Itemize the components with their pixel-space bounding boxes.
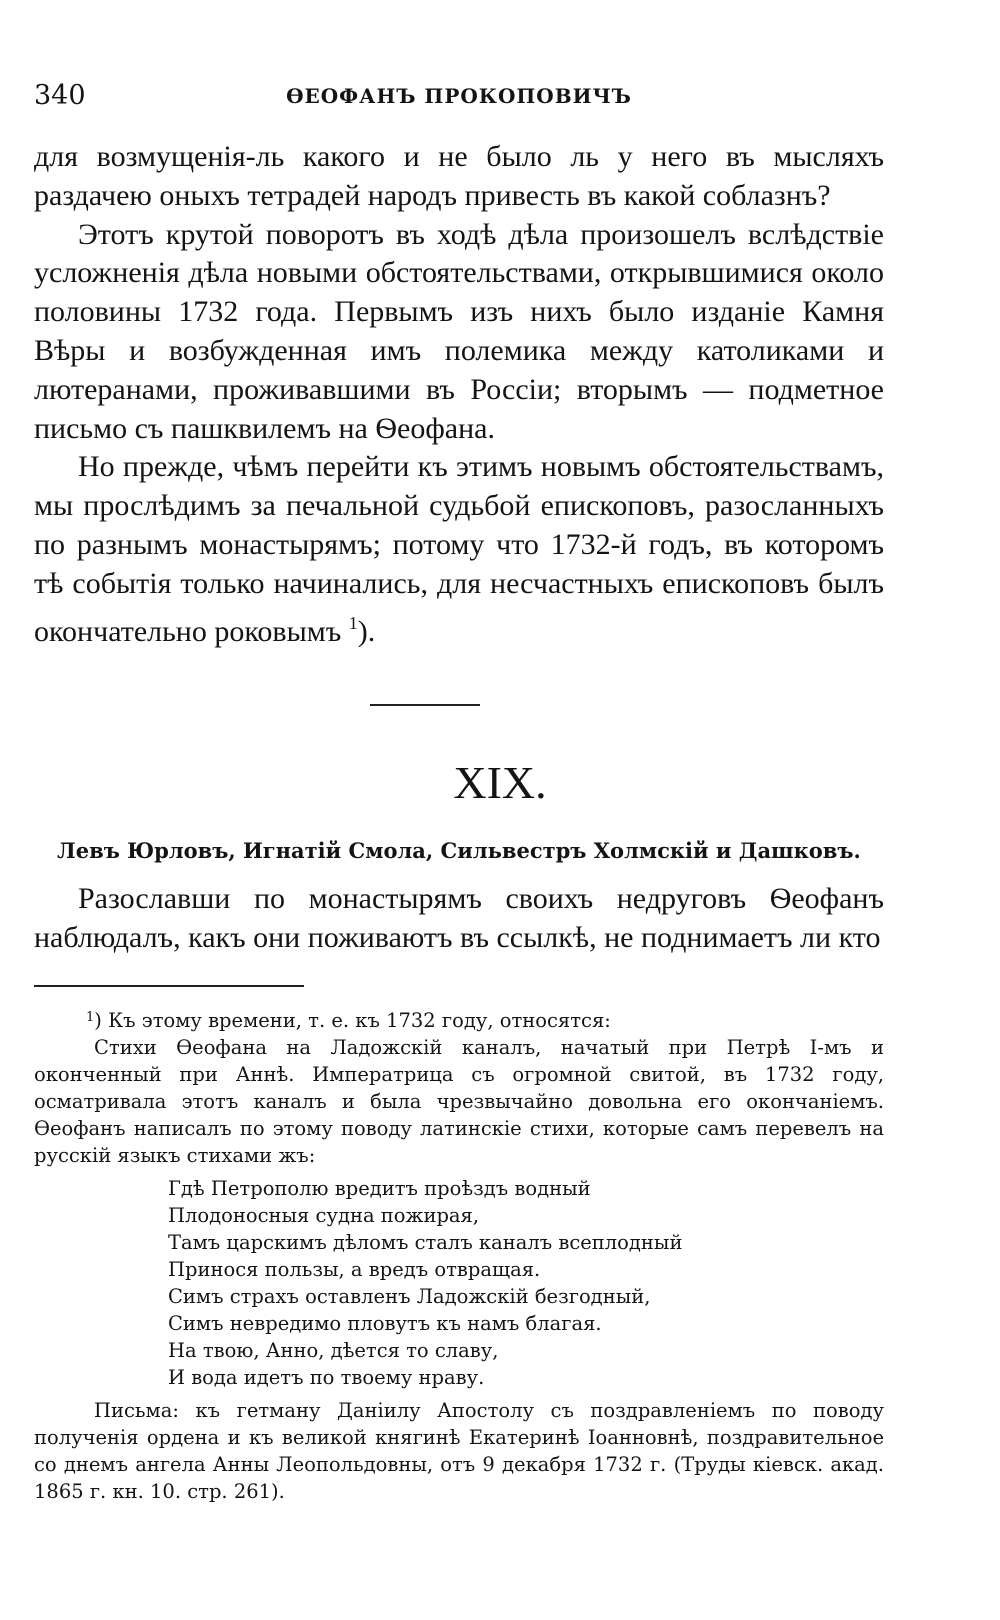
footnote-heading-text: ) Къ этому времени, т. е. къ 1732 году, относятся: bbox=[94, 1009, 611, 1032]
footnote-reference: 1 bbox=[348, 612, 358, 633]
poem-line: Плодоносныя судна пожирая, bbox=[168, 1204, 480, 1227]
footnote-heading bbox=[34, 1004, 884, 1034]
poem bbox=[168, 1175, 884, 1391]
footnote-rule bbox=[34, 985, 304, 987]
footnote-marker: 1 bbox=[86, 1010, 95, 1025]
footnotes bbox=[34, 1004, 884, 1505]
chapter-number: XIX. bbox=[453, 757, 547, 808]
paragraph-bishops-fate-text: Но прежде, чѣмъ перейти къ этимъ новымъ обстоятельствамъ, мы прослѣдимъ за печальной судьбой епископовъ, разосланныхъ по разнымъ монастырямъ; потому что 1732-й годъ, въ которомъ тѣ событія только начинались, для несчастныхъ епископовъ былъ окончательно роковымъ bbox=[34, 450, 884, 648]
poem-line: Тамъ царскимъ дѣломъ сталъ каналъ всеплодный bbox=[168, 1231, 683, 1254]
poem-line: Симъ невредимо пловутъ къ намъ благая. bbox=[168, 1312, 602, 1335]
paragraph-continuation: для возмущенія-ль какого и не было ль у него въ мысляхъ раздачею оныхъ тетрадей народъ привесть въ какой соблазнъ? bbox=[34, 140, 884, 212]
page-header bbox=[34, 80, 884, 116]
poem-line: И вода идетъ по твоему нраву. bbox=[168, 1366, 485, 1389]
page-number: 340 bbox=[34, 80, 86, 111]
poem-line: На твою, Анно, дѣется то славу, bbox=[168, 1339, 499, 1362]
body-text bbox=[34, 138, 884, 651]
section-divider bbox=[370, 704, 480, 706]
footnote-intro: Стихи Ѳеофана на Ладожскій каналъ, начатый при Петрѣ I-мъ и оконченный при Аннѣ. Императрица съ огромной свитой, въ 1732 году, осматривала этотъ каналъ и была чрезвычайно довольна его окончаніемъ. Ѳеофанъ написалъ по этому поводу латинскіе стихи, которые самъ перевелъ на русскій языкъ стихами жъ: bbox=[34, 1036, 884, 1167]
poem-line: Гдѣ Петрополю вредитъ проѣздъ водный bbox=[168, 1177, 591, 1200]
chapter-opening-paragraph: Разославши по монастырямъ своихъ недруговъ Ѳеофанъ наблюдалъ, какъ они поживаютъ въ ссылкѣ, не поднимаетъ ли кто bbox=[34, 882, 884, 954]
paragraph-bishops-fate bbox=[34, 448, 884, 651]
chapter-title: Левъ Юрловъ, Игнатій Смола, Сильвестръ Холмскій и Дашковъ. bbox=[57, 838, 861, 863]
footnote-reference-close: ). bbox=[357, 614, 376, 648]
paragraph-turn-of-case: Этотъ крутой поворотъ въ ходѣ дѣла произошелъ вслѣдствіе усложненія дѣла новыми обстоятельствами, открывшимися около половины 1732 года. Первымъ изъ нихъ было изданіе Камня Вѣры и возбужденная имъ полемика между католиками и лютеранами, проживавшими въ Россіи; вторымъ — подметное письмо съ пашквилемъ на Ѳеофана. bbox=[34, 217, 884, 445]
footnote-letters: Письма: къ гетману Даніилу Апостолу съ поздравленіемъ по поводу полученія ордена и къ великой княгинѣ Екатеринѣ Іоанновнѣ, поздравительное со днемъ ангела Анны Леопольдовны, отъ 9 декабря 1732 г. (Труды кіевск. акад. 1865 г. кн. 10. стр. 261). bbox=[34, 1399, 884, 1503]
running-title: ѲЕОФАНЪ ПРОКОПОВИЧЪ bbox=[286, 84, 632, 108]
poem-line: Симъ страхъ оставленъ Ладожскій безгодный, bbox=[168, 1285, 651, 1308]
chapter-text bbox=[34, 880, 884, 958]
poem-line: Принося пользы, а вредъ отвращая. bbox=[168, 1258, 541, 1281]
